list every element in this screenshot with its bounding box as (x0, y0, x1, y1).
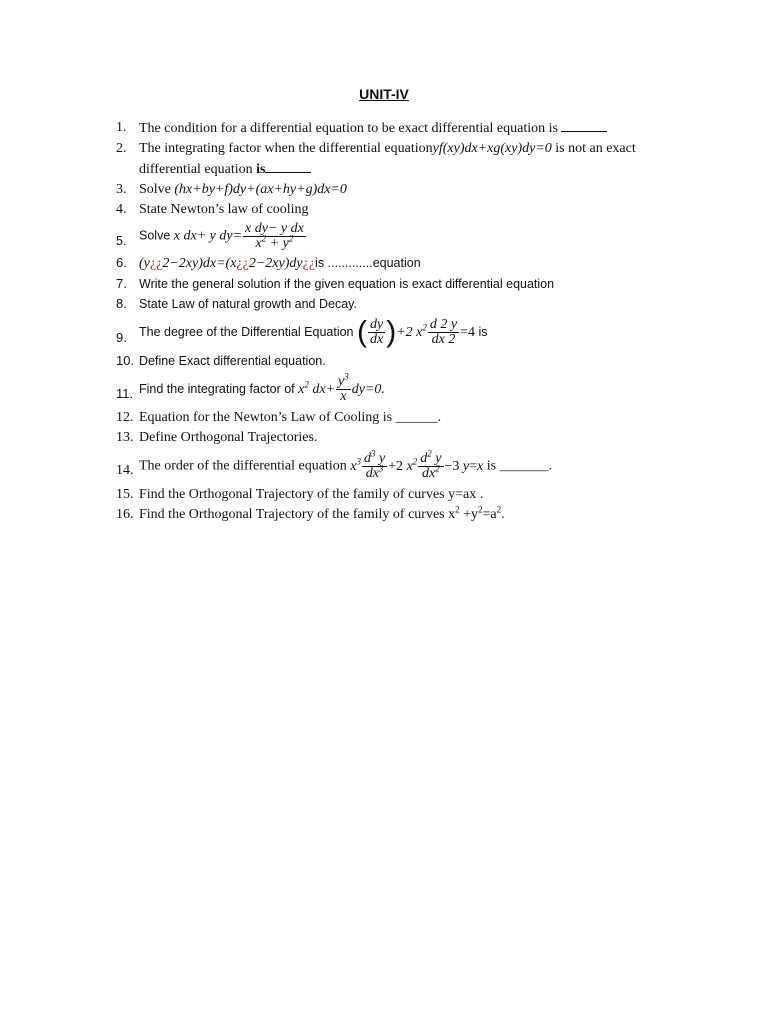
fraction-denominator: $x^2 + y^2$ (255, 233, 294, 251)
question-5 (116, 222, 696, 251)
page-title: UNIT-IV (359, 86, 409, 102)
superscript: 2 (455, 504, 460, 515)
question-number: 4. (116, 202, 127, 217)
equation-left: x dx+ y dy= (173, 228, 243, 244)
question-4 (116, 200, 696, 220)
question-2 (116, 139, 696, 180)
question-16: 16. Find the Orthogonal Trajectory of the family of curves $x^2 +y^2=a^2$. (116, 505, 696, 525)
fraction-denominator: x (340, 389, 347, 404)
question-number: 10. (116, 353, 135, 368)
question-number: 13. (116, 430, 134, 445)
question-10 (116, 351, 696, 371)
question-text: Equation for the Newton’s Law of Cooling is ______. (139, 410, 442, 425)
question-7 (116, 274, 696, 294)
question-13 (116, 428, 696, 448)
question-end: is _______. (486, 458, 553, 474)
question-text-continued: is not an exact differential equation (139, 141, 636, 177)
fraction (336, 371, 351, 404)
question-number: 5. (116, 234, 127, 248)
question-11 (116, 371, 696, 404)
question-text: Find the integrating factor of (139, 381, 295, 396)
question-number: 7. (116, 276, 127, 291)
question-text: State Newton’s law of cooling (139, 202, 309, 217)
order-equation: $x^3$ $\frac{d^3 y}{dx^3}$ +2 $x^2$ $\frac{d^2 y}{dx^2}$ −3 y=x (350, 448, 484, 481)
answer-blank (561, 118, 607, 132)
equation-tail: =a (482, 507, 497, 522)
equation-middle: +2 $x^2$ (396, 322, 427, 340)
question-1 (116, 118, 696, 139)
question-number: 12. (116, 410, 134, 425)
question-8 (116, 294, 696, 314)
question-number: 11. (116, 386, 134, 401)
question-number: 3. (116, 182, 127, 197)
question-number: 15. (116, 487, 134, 502)
question-text: Define Orthogonal Trajectories. (139, 430, 318, 445)
fraction-denominator: dx 2 (431, 332, 456, 347)
close-paren: ) (386, 315, 397, 349)
superscript: 2 (478, 504, 483, 515)
equation-left: $x^2$ dx+ (298, 379, 336, 397)
answer-blank (265, 159, 311, 173)
open-paren: ( (356, 315, 367, 349)
question-number: 6. (116, 255, 127, 270)
fraction-d2y-dx2 (428, 318, 459, 347)
question-end: is (478, 324, 488, 339)
question-list (116, 118, 696, 525)
equation-tail: =4 (460, 324, 475, 340)
bold-word: is (256, 162, 266, 177)
question-text: Solve (139, 182, 171, 197)
question-text: Write the general solution if the given equation is exact differential equation (139, 277, 555, 291)
question-15 (116, 485, 696, 505)
question-text: is .............equation (315, 256, 421, 270)
question-6 (116, 253, 696, 274)
question-text: The condition for a differential equation to be exact differential equation is (139, 121, 558, 136)
question-text: Define Exact differential equation. (139, 354, 326, 368)
question-text: The degree of the Differential Equation (139, 324, 354, 339)
question-14 (116, 448, 696, 481)
question-text: Find the Orthogonal Trajectory of the family of curves y=ax . (139, 487, 484, 502)
question-number: 8. (116, 296, 127, 311)
question-number: 1. (116, 120, 127, 135)
question-text: State Law of natural growth and Decay. (139, 297, 357, 311)
fraction-numerator: dy (369, 317, 384, 332)
equation-right: dy=0. (351, 381, 385, 397)
question-number: 16. (116, 507, 134, 522)
question-text: The order of the differential equation (139, 458, 347, 474)
question-3 (116, 180, 696, 200)
question-text: Solve (139, 228, 171, 243)
equation: (hx+by+f)dy+(ax+hy+g)dx=0 (174, 182, 347, 197)
question-number: 14. (116, 463, 134, 478)
question-9 (116, 315, 696, 349)
fraction-numerator: $y^3$ (338, 371, 349, 389)
fraction-denominator: dx (369, 332, 384, 347)
fraction (243, 222, 306, 251)
question-text: The integrating factor when the differential equation (139, 141, 433, 156)
question-text: Find the Orthogonal Trajectory of the family of curves x (139, 507, 456, 522)
fraction-numerator: d 2 y (429, 317, 458, 332)
fraction-dy-dx (368, 318, 385, 347)
equation: (y¿¿2−2xy)dx=(x¿¿2−2xy)dy¿¿ (139, 256, 316, 271)
superscript: 2 (496, 504, 502, 515)
question-12 (116, 408, 696, 428)
equation: yf(xy)dx+xg(xy)dy=0 (432, 141, 552, 156)
question-number: 2. (116, 141, 127, 156)
question-number: 9. (116, 330, 127, 345)
fraction-numerator: x dy− y dx (245, 221, 304, 236)
